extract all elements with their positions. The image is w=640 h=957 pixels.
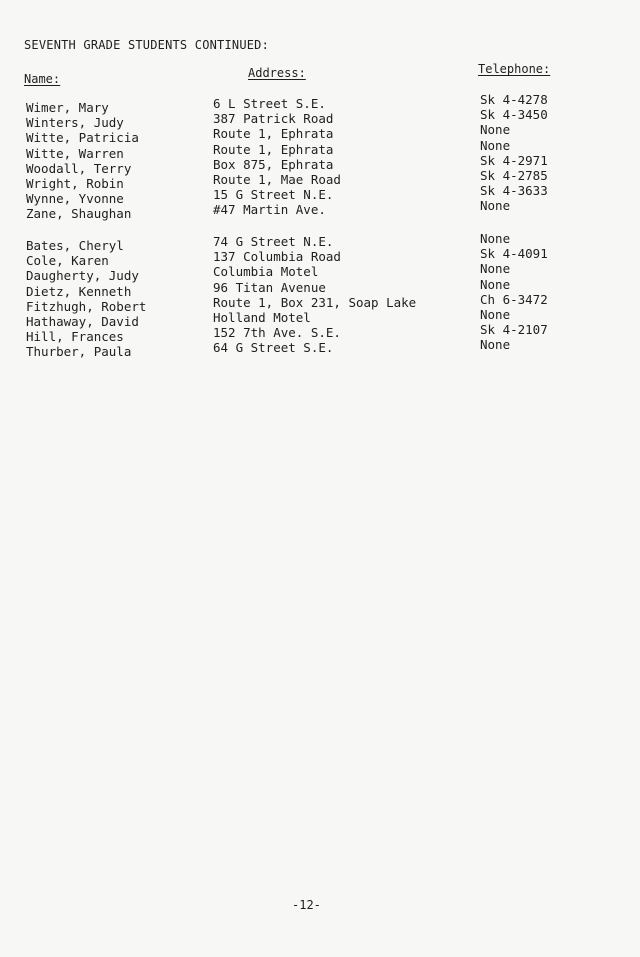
student-name: Winters, Judy: [26, 115, 124, 131]
student-name: Daugherty, Judy: [26, 268, 139, 284]
student-address: 74 G Street N.E.: [213, 234, 334, 249]
student-name: Fitzhugh, Robert: [26, 298, 147, 314]
student-name: Dietz, Kenneth: [26, 283, 132, 299]
address-column-group-2: [213, 234, 416, 356]
student-address: 152 7th Ave. S.E.: [213, 325, 341, 341]
student-address: #47 Martin Ave.: [213, 202, 326, 218]
student-name: Wynne, Yvonne: [26, 191, 124, 207]
page-number: -12-: [292, 898, 321, 912]
student-address: Holland Motel: [213, 309, 311, 325]
student-address: 96 Titan Avenue: [213, 279, 326, 295]
name-column-group-2: [26, 238, 146, 360]
student-address: Route 1, Box 231, Soap Lake: [213, 294, 417, 310]
student-telephone: None: [480, 306, 511, 322]
student-name: Thurber, Paula: [26, 344, 132, 360]
student-address: Columbia Motel: [213, 264, 319, 280]
student-name: Wright, Robin: [26, 175, 124, 191]
student-address: 137 Columbia Road: [213, 249, 341, 265]
student-address: 64 G Street S.E.: [213, 340, 334, 356]
student-name: Hathaway, David: [26, 313, 139, 329]
student-name: Witte, Patricia: [26, 130, 139, 146]
student-address: 6 L Street S.E.: [213, 96, 326, 111]
student-telephone: Sk 4-4278: [480, 92, 548, 107]
student-telephone: Sk 4-2785: [480, 167, 548, 183]
student-address: Route 1, Ephrata: [213, 141, 334, 157]
student-name: Wimer, Mary: [26, 100, 109, 115]
student-name: Hill, Frances: [26, 329, 124, 345]
student-address: Box 875, Ephrata: [213, 156, 334, 172]
student-address: Route 1, Mae Road: [213, 171, 341, 187]
student-telephone: None: [480, 122, 511, 138]
address-column-group-1: [213, 96, 341, 218]
student-name: Woodall, Terry: [26, 160, 132, 176]
student-telephone: None: [480, 137, 511, 153]
student-telephone: Sk 4-2107: [480, 322, 548, 338]
student-telephone: None: [480, 198, 511, 214]
student-name: Zane, Shaughan: [26, 206, 132, 222]
address-column-header: Address:: [248, 66, 306, 80]
page-title: SEVENTH GRADE STUDENTS CONTINUED:: [24, 38, 270, 52]
student-telephone: None: [480, 276, 511, 292]
student-name: Witte, Warren: [26, 145, 124, 161]
student-telephone: Sk 4-4091: [480, 246, 548, 262]
telephone-column-header: Telephone:: [478, 62, 551, 76]
student-address: Route 1, Ephrata: [213, 126, 334, 142]
telephone-column-group-2: [480, 231, 548, 353]
student-name: Bates, Cheryl: [26, 238, 124, 253]
student-telephone: Ch 6-3472: [480, 291, 548, 307]
student-telephone: None: [480, 231, 511, 246]
name-column-header: Name:: [24, 72, 61, 86]
student-address: 15 G Street N.E.: [213, 187, 334, 203]
student-address: 387 Patrick Road: [213, 111, 334, 127]
student-telephone: Sk 4-3450: [480, 107, 548, 123]
name-column-group-1: [26, 100, 139, 222]
student-telephone: None: [480, 261, 511, 277]
student-name: Cole, Karen: [26, 253, 109, 269]
student-telephone: None: [480, 337, 511, 353]
student-telephone: Sk 4-2971: [480, 152, 548, 168]
telephone-column-group-1: [480, 92, 548, 214]
student-telephone: Sk 4-3633: [480, 183, 548, 199]
